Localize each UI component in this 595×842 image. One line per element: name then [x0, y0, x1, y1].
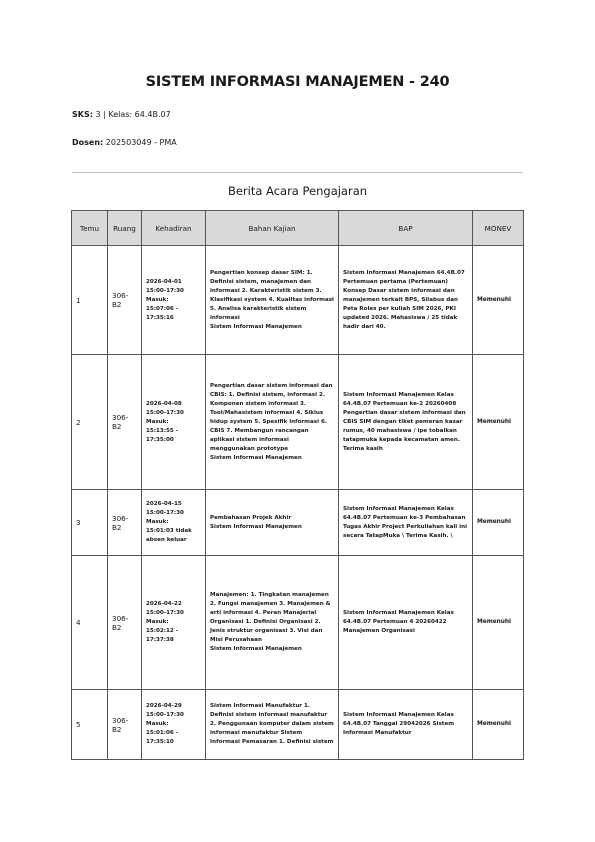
- col-header-ruang: Ruang: [108, 211, 142, 246]
- table-row: [72, 556, 524, 690]
- cell-temu: 4: [72, 556, 108, 690]
- kehadiran-line: 15:00-17:30: [146, 610, 184, 616]
- kehadiran-line: 17:35:16: [146, 314, 174, 321]
- bap-table: [71, 210, 524, 760]
- cell-monev: Memenuhi: [473, 690, 524, 760]
- cell-kehadiran: [142, 556, 206, 690]
- bahan-kajian-course: Sistem Informasi Manajemen: [210, 646, 302, 652]
- bahan-kajian-course: Sistem Informasi Manajemen: [210, 454, 302, 461]
- cell-bap: Sistem Informasi Manajemen Kelas 64.4B.07 Pertemuan ke-2 20260408 Pengertian dasar sistem informasi dan CBIS SIM dengan tiket pemeran kasar rumus, 40 mahasiswa / ipe tobaikan tatapmuka kepada kecamatan amen. Terima kasih: [339, 355, 473, 490]
- kehadiran-line: Masuk:: [146, 418, 169, 425]
- cell-ruang: 306-B2: [108, 355, 142, 490]
- bahan-kajian-text: Pengertian dasar sistem informasi dan CBIS: 1. Definisi sistem, informasi 2. Komponen sistem informasi 3. Tool/Mahasistem informasi 4. Siklus hidup system 5. Spesifik informasi 6. CBIS 7. Membangun rancangan aplikasi sistem informasi menggunakan prototype: [210, 382, 333, 452]
- divider: [72, 172, 523, 173]
- kehadiran-line: 15:01:03 tidak: [146, 528, 192, 534]
- cell-bap: Sistem Informasi Manajemen Kelas 64.4B.07 Tanggal 29042026 Sistem Informasi Manufaktur: [339, 690, 473, 760]
- cell-ruang: 306-B2: [108, 246, 142, 355]
- kehadiran-line: 2026-04-08: [146, 400, 182, 407]
- cell-bap: Sistem Informasi Manajemen Kelas 64.4B.07 Pertemuan 4 20260422 Manajemen Organisasi: [339, 556, 473, 690]
- cell-ruang: 306-B2: [108, 490, 142, 556]
- cell-temu: 1: [72, 246, 108, 355]
- lecturer-meta: [72, 138, 177, 147]
- cell-ruang: 306-B2: [108, 556, 142, 690]
- course-meta: [72, 110, 171, 119]
- cell-kehadiran: [142, 690, 206, 760]
- col-header-temu: Temu: [72, 211, 108, 246]
- sks-label: SKS:: [72, 110, 93, 119]
- cell-ruang: 306-B2: [108, 690, 142, 760]
- kehadiran-line: 15:13:55 -: [146, 427, 179, 434]
- kehadiran-line: Masuk:: [146, 619, 169, 625]
- kehadiran-line: 15:07:06 -: [146, 305, 179, 312]
- col-header-monev: MONEV: [473, 211, 524, 246]
- dosen-label: Dosen:: [72, 138, 104, 147]
- kehadiran-line: 15:00-17:30: [146, 287, 184, 294]
- col-header-kehadiran: Kehadiran: [142, 211, 206, 246]
- cell-bahan-kajian: [206, 490, 339, 556]
- kehadiran-line: 15:02:12 -: [146, 628, 179, 634]
- dosen-value: 202503049 - PMA: [105, 138, 177, 147]
- col-header-bap: BAP: [339, 211, 473, 246]
- cell-temu: 3: [72, 490, 108, 556]
- table-row: [72, 490, 524, 556]
- bahan-kajian-text: Manajemen: 1. Tingkatan manajemen 2. Fungsi manajemen 3. Manajemen & arti informasi 4. Peran Manajerial Organisasi 1. Definisi Organisasi 2. Jenis struktur organisasi 3. Visi dan Misi Perusahaan: [210, 592, 331, 643]
- bahan-kajian-text: Pengertian konsep dasar SIM: 1. Definisi sistem, manajemen dan informasi 2. Karakteristik sistem 3. Klasifikasi system 4. Kualitas informasi 5. Analisa karakteristik sistem informasi: [210, 269, 334, 321]
- kehadiran-line: 2026-04-29: [146, 703, 182, 709]
- cell-kehadiran: [142, 490, 206, 556]
- kehadiran-line: 17:37:38: [146, 637, 174, 643]
- kehadiran-line: Masuk:: [146, 296, 169, 303]
- kehadiran-line: 17:35:00: [146, 436, 174, 443]
- cell-monev: Memenuhi: [473, 246, 524, 355]
- cell-bahan-kajian: [206, 690, 339, 760]
- section-title: Berita Acara Pengajaran: [227, 184, 368, 198]
- kehadiran-line: 2026-04-01: [146, 278, 182, 285]
- kehadiran-line: 2026-04-22: [146, 601, 182, 607]
- kehadiran-line: Masuk:: [146, 721, 169, 727]
- cell-monev: Memenuhi: [473, 490, 524, 556]
- cell-bap: Sistem Informasi Manajemen 64.4B.07 Pertemuan pertama (Pertemuan) Konsep Dasar sistem informasi dan manajemen terkait BPS, Silabus dan Peta Roles per kuliah SIM 2026, PKI updated 2026. Mahasiswa / 25 tidak hadir dari 40.: [339, 246, 473, 355]
- kehadiran-line: 15:00-17:30: [146, 409, 184, 416]
- table-row: [72, 355, 524, 490]
- kehadiran-line: absen keluar: [146, 537, 187, 543]
- bahan-kajian-text: Pembahasan Projek Akhir: [210, 514, 292, 521]
- kehadiran-line: 15:01:06 -: [146, 730, 179, 736]
- kehadiran-line: Masuk:: [146, 519, 169, 525]
- kehadiran-line: 15:00-17:30: [146, 510, 184, 516]
- kehadiran-line: 17:35:10: [146, 739, 174, 745]
- cell-bahan-kajian: [206, 556, 339, 690]
- table-row: [72, 246, 524, 355]
- cell-bap: Sistem Informasi Manajemen Kelas 64.4B.07 Pertemuan ke-3 Pembahasan Tugas Akhir Project Perkuliahan kali ini secara TatapMuka \ Terima Kasih. \: [339, 490, 473, 556]
- cell-bahan-kajian: [206, 246, 339, 355]
- cell-monev: Memenuhi: [473, 355, 524, 490]
- cell-kehadiran: [142, 246, 206, 355]
- col-header-bahan-kajian: Bahan Kajian: [206, 211, 339, 246]
- kehadiran-line: 2026-04-15: [146, 501, 182, 507]
- cell-kehadiran: [142, 355, 206, 490]
- sks-value: 3 | Kelas: 64.4B.07: [95, 110, 171, 119]
- kehadiran-line: 15:00-17:30: [146, 712, 184, 718]
- bahan-kajian-course: Sistem Informasi Manajemen: [210, 323, 302, 330]
- cell-monev: Memenuhi: [473, 556, 524, 690]
- cell-temu: 2: [72, 355, 108, 490]
- cell-bahan-kajian: [206, 355, 339, 490]
- page-title: SISTEM INFORMASI MANAJEMEN - 240: [145, 74, 450, 90]
- cell-temu: 5: [72, 690, 108, 760]
- table-row: [72, 690, 524, 760]
- bahan-kajian-course: Sistem Informasi Manajemen: [210, 523, 302, 530]
- bahan-kajian-text: Sistem Informasi Manufaktur 1. Definisi sistem informasi manufaktur 2. Penggunaan komputer dalam sistem informasi manufaktur Sistem Informasi Pemasaran 1. Definisi sistem: [210, 703, 334, 745]
- table-header-row: [72, 211, 524, 246]
